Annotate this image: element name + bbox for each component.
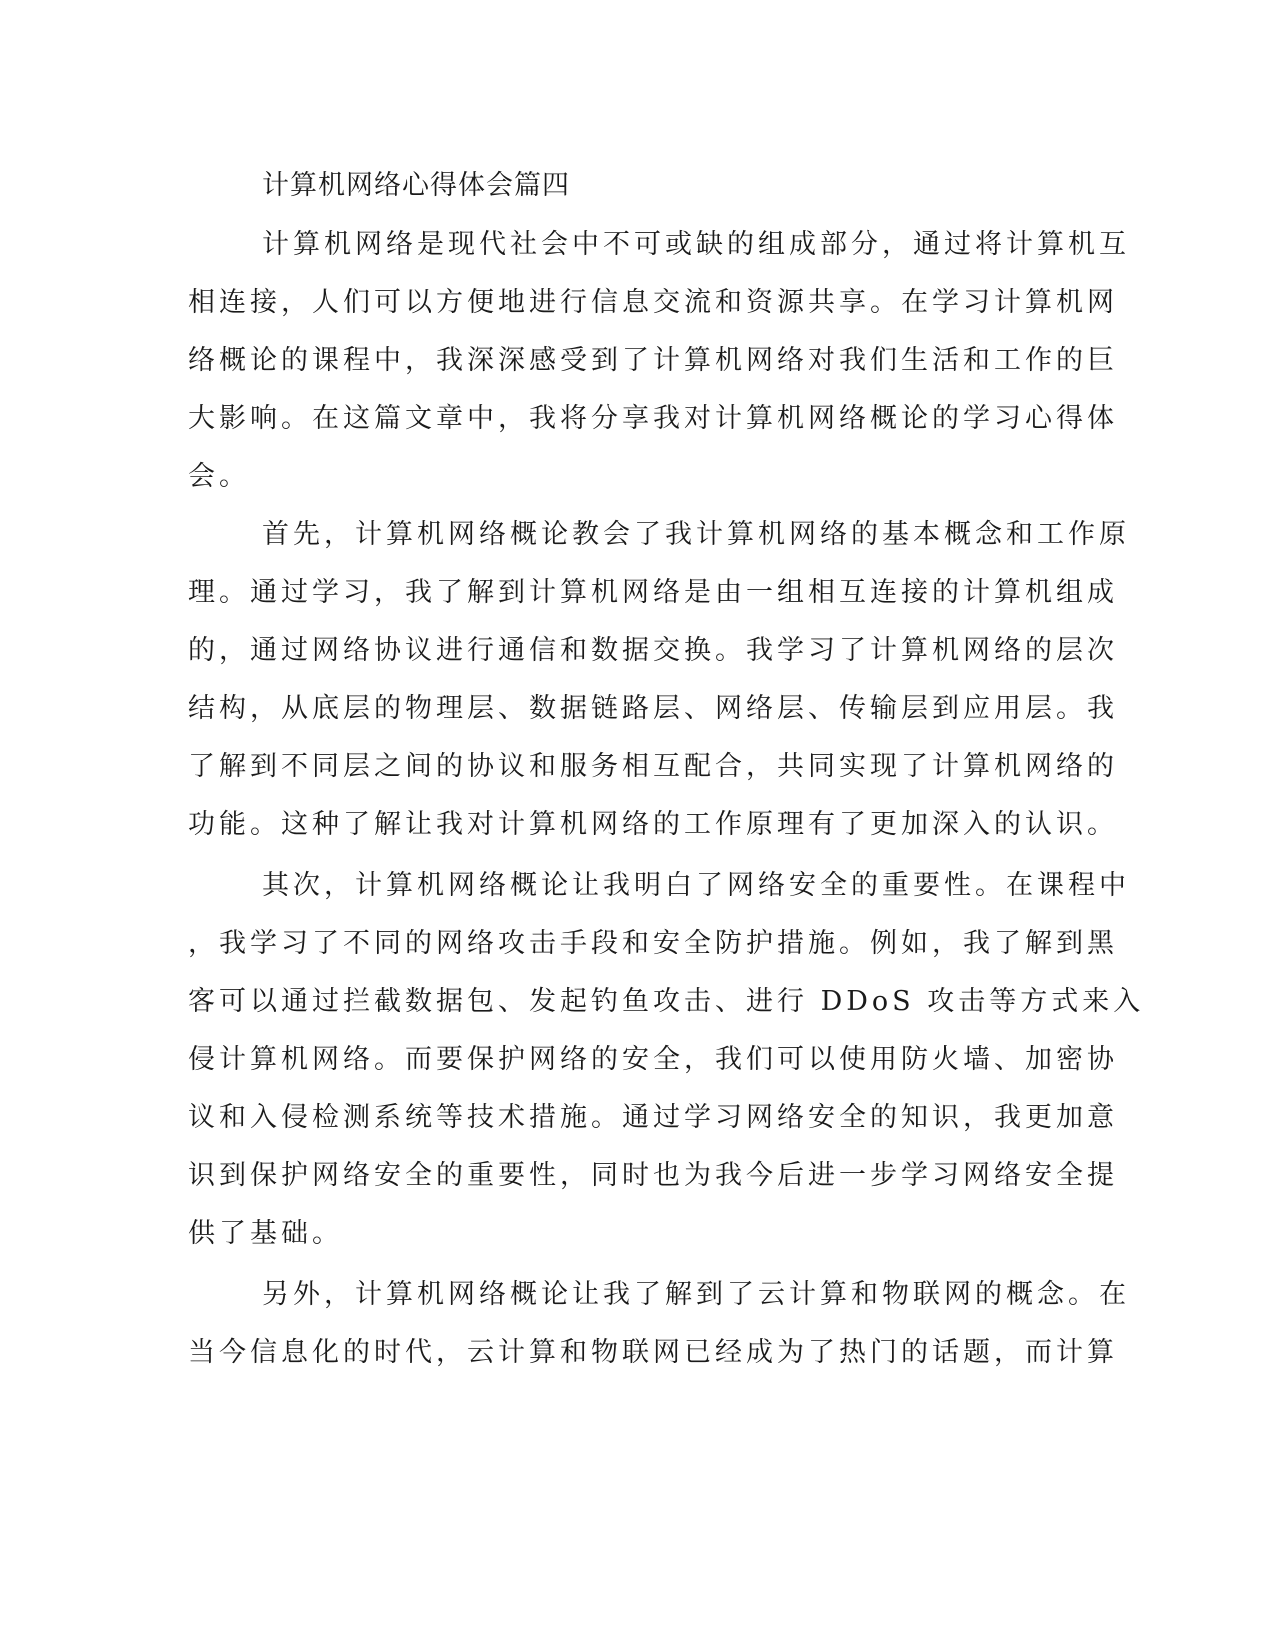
paragraph-line: 客可以通过拦截数据包、发起钓鱼攻击、进行 DDoS 攻击等方式来入 (188, 986, 1145, 1017)
paragraph-line: 大影响。在这篇文章中，我将分享我对计算机网络概论的学习心得体 (188, 403, 1118, 434)
paragraph-line: 的，通过网络协议进行通信和数据交换。我学习了计算机网络的层次 (188, 635, 1118, 666)
paragraph-line: 计算机网络是现代社会中不可或缺的组成部分，通过将计算机互 (262, 229, 1130, 260)
paragraph-line: 理。通过学习，我了解到计算机网络是由一组相互连接的计算机组成 (188, 577, 1118, 608)
paragraph-line: 其次，计算机网络概论让我明白了网络安全的重要性。在课程中 (262, 870, 1130, 901)
paragraph-line: 议和入侵检测系统等技术措施。通过学习网络安全的知识，我更加意 (188, 1102, 1118, 1133)
document-title: 计算机网络心得体会篇四 (262, 170, 570, 201)
paragraph-line: 识到保护网络安全的重要性，同时也为我今后进一步学习网络安全提 (188, 1160, 1118, 1191)
paragraph-line: 了解到不同层之间的协议和服务相互配合，共同实现了计算机网络的 (188, 751, 1118, 782)
paragraph-line: 络概论的课程中，我深深感受到了计算机网络对我们生活和工作的巨 (188, 345, 1118, 376)
paragraph-line: 结构，从底层的物理层、数据链路层、网络层、传输层到应用层。我 (188, 693, 1118, 724)
paragraph-line: 会。 (188, 461, 250, 492)
paragraph-line: 侵计算机网络。而要保护网络的安全，我们可以使用防火墙、加密协 (188, 1044, 1118, 1075)
paragraph-line: 当今信息化的时代，云计算和物联网已经成为了热门的话题，而计算 (188, 1337, 1118, 1368)
paragraph-line: 供了基础。 (188, 1218, 343, 1249)
paragraph-line: 首先，计算机网络概论教会了我计算机网络的基本概念和工作原 (262, 519, 1130, 550)
paragraph-line: 另外，计算机网络概论让我了解到了云计算和物联网的概念。在 (262, 1279, 1130, 1310)
paragraph-line: 功能。这种了解让我对计算机网络的工作原理有了更加深入的认识。 (188, 809, 1118, 840)
paragraph-line: ，我学习了不同的网络攻击手段和安全防护措施。例如，我了解到黑 (188, 928, 1118, 959)
paragraph-line: 相连接，人们可以方便地进行信息交流和资源共享。在学习计算机网 (188, 287, 1118, 318)
